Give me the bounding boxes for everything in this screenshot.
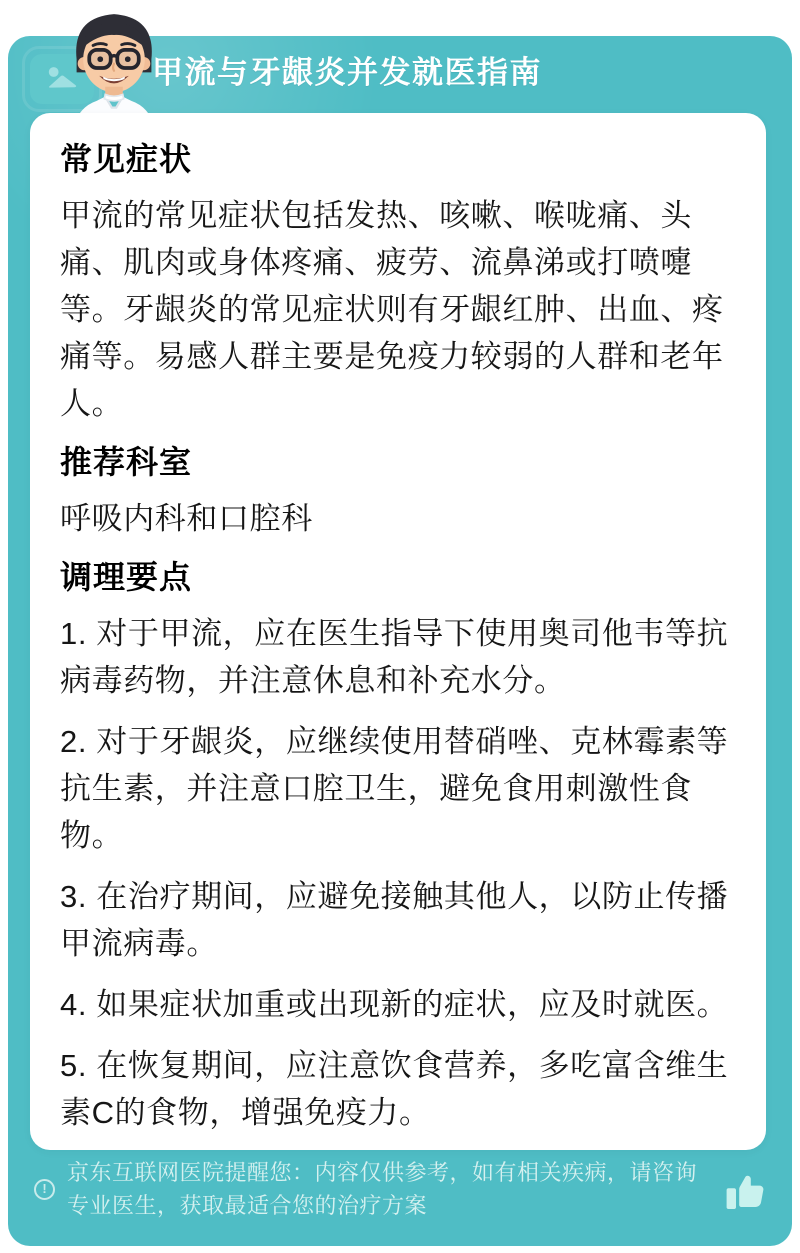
care-point-item: 3. 在治疗期间，应避免接触其他人，以防止传播甲流病毒。 — [60, 879, 729, 961]
section-heading: 调理要点 — [60, 559, 193, 595]
content-card — [30, 113, 766, 1150]
section-heading: 推荐科室 — [60, 444, 193, 480]
section-common-symptoms — [60, 140, 736, 427]
care-point-item: 1. 对于甲流，应在医生指导下使用奥司他韦等抗病毒药物，并注意休息和补充水分。 — [60, 616, 729, 698]
page-title: 甲流与牙龈炎并发就医指南 — [152, 55, 542, 90]
care-point-item: 4. 如果症状加重或出现新的症状，应及时就医。 — [60, 987, 729, 1022]
section-care-points — [60, 558, 736, 1136]
section-recommended-department — [60, 443, 736, 542]
section-paragraph: 甲流的常见症状包括发热、咳嗽、喉咙痛、头痛、肌肉或身体疼痛、疲劳、流鼻涕或打喷嚏等。牙龈炎的常见症状则有牙龈红肿、出血、疼痛等。易感人群主要是免疫力较弱的人群和老年人。 — [60, 198, 724, 421]
section-heading: 常见症状 — [60, 141, 193, 177]
circle-exclamation-icon: ! — [34, 1179, 55, 1200]
guide-panel — [8, 36, 792, 1246]
thumbs-up-icon[interactable] — [722, 1169, 770, 1217]
section-paragraph: 呼吸内科和口腔科 — [60, 501, 313, 536]
footer-disclaimer: 京东互联网医院提醒您：内容仅供参考，如有相关疾病，请咨询专业医生，获取最适合您的治疗方案 — [67, 1160, 698, 1218]
care-point-item: 5. 在恢复期间，应注意饮食营养，多吃富含维生素C的食物，增强免疫力。 — [60, 1048, 729, 1130]
care-point-item: 2. 对于牙龈炎，应继续使用替硝唑、克林霉素等抗生素，并注意口腔卫生，避免食用刺激性食物。 — [60, 724, 729, 853]
footer — [8, 1144, 792, 1246]
